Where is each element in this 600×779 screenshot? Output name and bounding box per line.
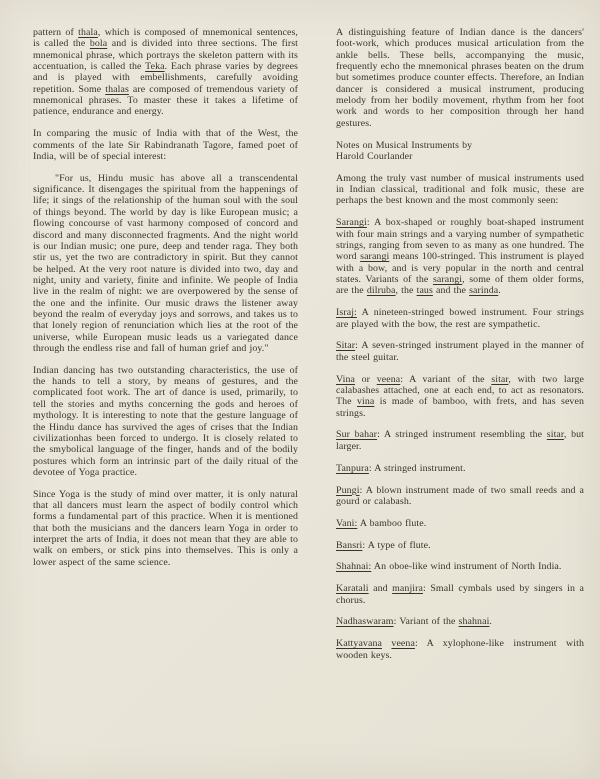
- underlined-term: sarangi: [360, 251, 390, 263]
- underlined-term: manjira: [392, 583, 424, 595]
- underlined-term: Vina: [336, 373, 356, 385]
- paragraph: Pungi: A blown instrument made of two small reeds and a gourd or calabash.: [336, 484, 584, 507]
- paragraph: Indian dancing has two outstanding characteristics, the use of the hands to tell a story, by means of gestures, and the complicated foot work. The art of dance is used, primarily, to tell the stories and myths concerning the gods and heroes of mythology. It is interesting to note that the gesture language of the Hindu dance has survived the ages of crises that the Indian civilizationhas been forced to undergo. It is closely related to the smybolical language of the finger, hands and of the bodily postures which form an intrinsic part of the daily ritual of the devotee of Yoga practice.: [33, 364, 298, 478]
- underlined-term: taus: [416, 285, 433, 297]
- underlined-term: sitar: [546, 429, 564, 441]
- underlined-term: Karatali: [336, 583, 369, 595]
- underlined-term: sarangi: [432, 274, 463, 286]
- underlined-term: Bansri: [336, 539, 363, 551]
- underlined-term: thalas: [105, 83, 129, 95]
- underlined-term: Shahnai:: [336, 561, 372, 573]
- underlined-term: Sarangi: [336, 217, 367, 229]
- paragraph: Notes on Musical Instruments by Harold Courlander: [336, 139, 473, 162]
- column-left: [33, 27, 298, 769]
- paragraph: "For us, Hindu music has above all a transcendental significance. It disengages the spiritual from the happenings of life; it sings of the relationship of the human soul with the soul of things beyond. The world by day is like European music; a flowing concourse of vast harmony composed of concord and discord and many disconnected fragments. And the night world is our Indian music; one pure, deep and tender raga. They both stir us, yet the two are contradictory in spirit. But they cannot be helped. At the very root nature is divided into two, day and night, unity and variety, finite and infinite. We people of India live in the realm of night: we are overpowered by the sense of the one and the infinite. Our music draws the listener away beyond the realm of everyday joys and sorrows, and takes us to that lonely region of renunciation which lies at the root of the universe, while European music leads us a variegated dance through the endless rise and fall of human grief and joy.": [33, 172, 298, 354]
- paragraph: Among the truly vast number of musical instruments used in Indian classical, traditional and folk music, these are perhaps the best known and the most commonly seen:: [336, 172, 584, 207]
- paragraph: Karatali and manjira: Small cymbals used by singers in a chorus.: [336, 583, 585, 606]
- underlined-term: shahnai: [458, 616, 490, 628]
- underlined-term: Pungi: [336, 484, 360, 496]
- underlined-term: Kattyavana: [336, 638, 382, 650]
- paragraph: Shahnai: An oboe-like wind instrument of North India.: [336, 561, 562, 573]
- paragraph: A distinguishing feature of Indian dance is the dancers' foot-work, which produces musical articulation from the ankle bells. These bells, accompanying the music, frequently echo the mnemonical phrases beaten on the drum but sometimes produce counter effects. Therefore, an Indian dancer is considered a musical instrument, producing melody from her bodily movement, rhythm from her foot work and words to her composition through her hand gestures.: [336, 27, 584, 129]
- underlined-term: vina: [357, 396, 375, 408]
- paragraph: Kattyavana veena: A xylophone-like instrument with wooden keys.: [336, 638, 585, 661]
- paragraph: Vina or veena: A variant of the sitar, with two large calabashes attached, one at each end, to act as resonators. The vina is made of bamboo, with frets, and has seven strings.: [336, 373, 584, 419]
- underlined-term: sitar: [491, 373, 509, 385]
- underlined-term: Tanpura: [336, 462, 369, 474]
- underlined-term: Nadhaswaram: [336, 616, 394, 628]
- paragraph: Sur bahar: A stringed instrument resembling the sitar, but larger.: [336, 429, 584, 452]
- underlined-term: thala: [78, 27, 98, 38]
- column-right: [336, 27, 584, 769]
- paragraph: Vani: A bamboo flute.: [336, 517, 427, 529]
- underlined-term: Teka: [145, 61, 165, 73]
- underlined-term: sarinda: [469, 285, 499, 297]
- paragraph: Israj: A nineteen-stringed bowed instrument. Four strings are played with the bow, the rest are sympathetic.: [336, 307, 584, 330]
- paragraph: Bansri: A type of flute.: [336, 539, 431, 551]
- underlined-term: dilruba: [366, 285, 396, 297]
- paragraph: In comparing the music of India with that of the West, the comments of the late Sir Rabindranath Tagore, famed poet of India, will be of special interest:: [33, 128, 298, 162]
- paragraph: Sitar: A seven-stringed instrument played in the manner of the steel guitar.: [336, 340, 584, 363]
- underlined-term: Israj:: [336, 307, 357, 319]
- underlined-term: Sitar: [336, 340, 356, 352]
- underlined-term: Vani:: [336, 517, 358, 529]
- paragraph: Nadhaswaram: Variant of the shahnai.: [336, 616, 492, 628]
- underlined-term: bola: [89, 38, 108, 50]
- underlined-term: veena: [376, 373, 401, 385]
- paragraph: Since Yoga is the study of mind over matter, it is only natural that all dancers must learn the aspect of bodily control which forms a fundamental part of this practice. When it is mentioned that both the musicians and the dancers learn Yoga in order to interpret the arts of India, it does not mean that they are able to walk on embers, or stick pins into themselves. This is only a lower aspect of the same science.: [33, 488, 298, 568]
- underlined-term: Sur bahar: [336, 429, 378, 441]
- paragraph: Tanpura: A stringed instrument.: [336, 462, 466, 474]
- underlined-term: veena: [391, 638, 415, 650]
- paragraph: Sarangi: A box-shaped or roughly boat-shaped instrument with four main strings and a varying number of sympathetic strings, ranging from seven to as many as one hundred. The word sarangi means 100-stringed. This instrument is played with a bow, and is very popular in the north and central states. Variants of the sarangi, some of them older forms, are the dilruba, the taus and the sarinda.: [336, 217, 584, 297]
- paragraph: pattern of thala, which is composed of mnemonical sentences, is called the bola and is divided into three sections. The first mnemonical phrase, which portrays the skeleton pattern with its accentuation, is called the Teka. Each phrase varies by degrees and is played with embellishments, carefully avoiding repetition. Some thalas are composed of tremendous variety of mnemonical phrases. To master these it takes a lifetime of patience, endurance and energy.: [33, 27, 299, 118]
